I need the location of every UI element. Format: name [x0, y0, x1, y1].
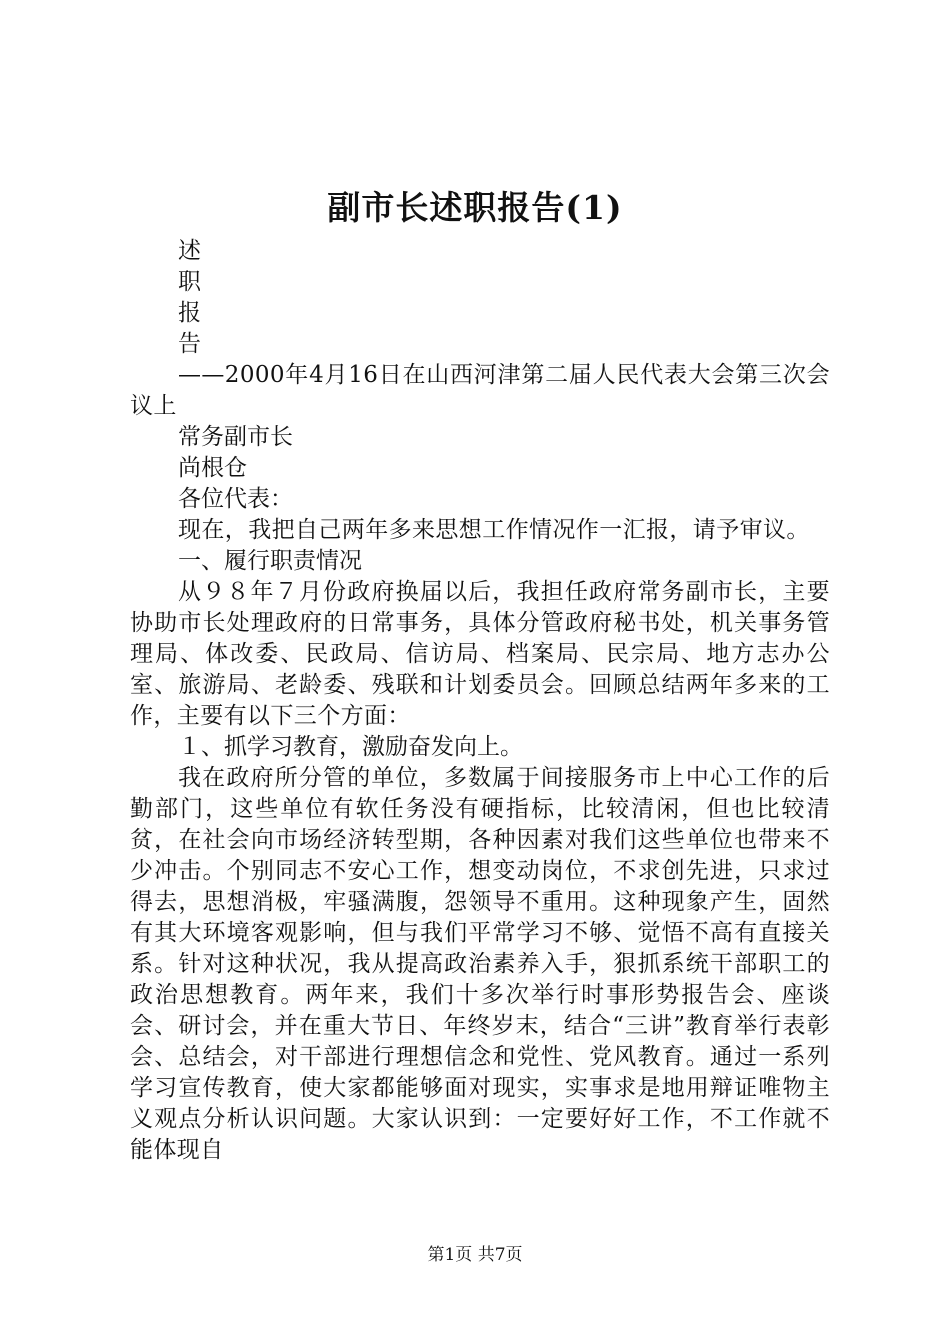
page-number-footer: 第1页 共7页 [427, 1245, 523, 1265]
section-paragraph: 从９８年７月份政府换届以后，我担任政府常务副市长，主要协助市长处理政府的日常事务，具体分管政府秘书处，机关事务管理局、体改委、民政局、信访局、档案局、民宗局、地方志办公室、旅游局、老龄委、残联和计划委员会。回顾总结两年多来的工作，主要有以下三个方面： [130, 579, 830, 729]
document-title: 副市长述职报告(1) [327, 188, 623, 227]
document-body [130, 236, 830, 1166]
salutation: 各位代表： [178, 486, 293, 512]
subsection-paragraph: 我在政府所分管的单位，多数属于间接服务市上中心工作的后勤部门，这些单位有软任务没有硬指标，比较清闲，但也比较清贫，在社会向市场经济转型期，各种因素对我们这些单位也带来不少冲击。个别同志不安心工作，想变动岗位，不求创先进，只求过得去，思想消极，牢骚满腹，怨领导不重用。这种现象产生，固然有其大环境客观影响，但与我们平常学习不够、觉悟不高有直接关系。针对这种状况，我从提高政治素养入手，狠抓系统干部职工的政治思想教育。两年来，我们十多次举行时事形势报告会、座谈会、研讨会，并在重大节日、年终岁末，结合“三讲”教育举行表彰会、总结会，对干部进行理想信念和党性、党风教育。通过一系列学习宣传教育，使大家都能够面对现实，实事求是地用辩证唯物主义观点分析认识问题。大家认识到：一定要好好工作，不工作就不能体现自 [130, 765, 830, 1163]
occasion-line: ——2000年4月16日在山西河津第二届人民代表大会第三次会议上 [130, 362, 830, 419]
subsection-heading: １、抓学习教育，激励奋发向上。 [178, 734, 523, 760]
heading-char: 报 [178, 300, 201, 326]
speaker-name: 尚根仓 [178, 455, 247, 481]
heading-char: 职 [178, 269, 201, 295]
heading-char: 告 [178, 331, 201, 357]
heading-char: 述 [178, 238, 201, 264]
intro-paragraph: 现在，我把自己两年多来思想工作情况作一汇报，请予审议。 [178, 517, 810, 543]
speaker-position: 常务副市长 [178, 424, 293, 450]
section-heading: 一、履行职责情况 [178, 548, 362, 574]
